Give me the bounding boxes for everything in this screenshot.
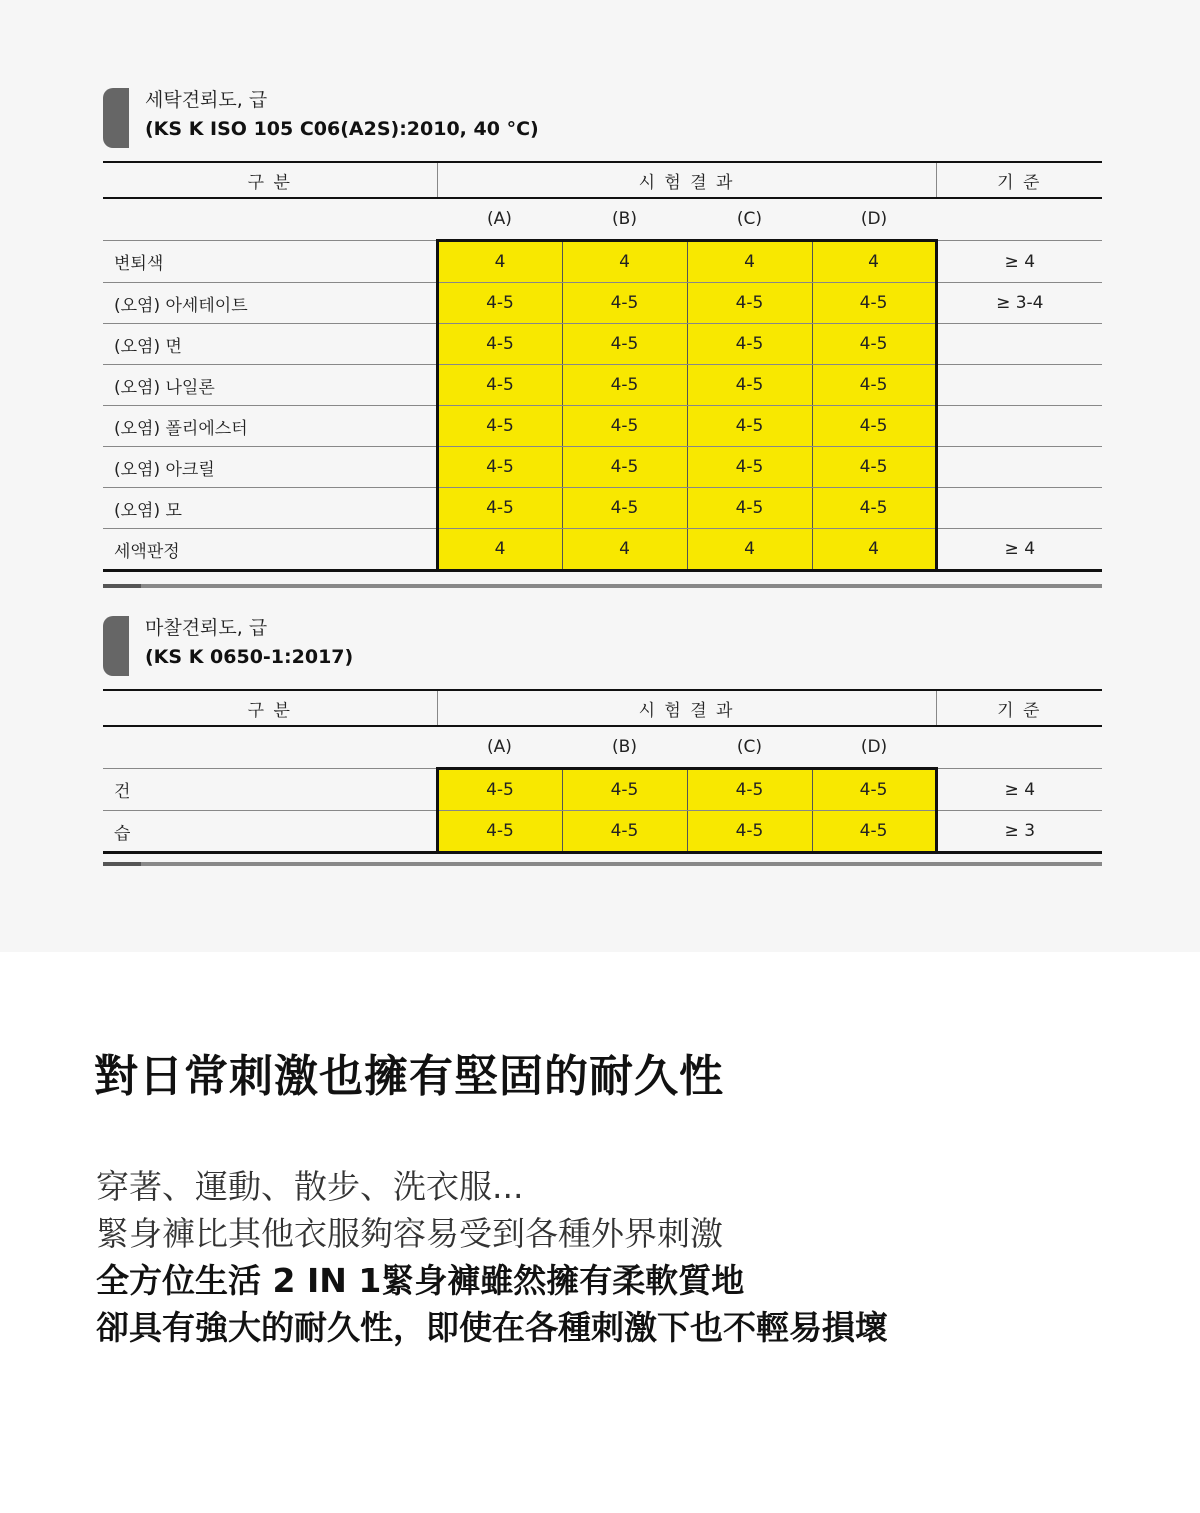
- description-line: 穿著、運動、散步、洗衣服...: [96, 1167, 524, 1206]
- result-cell: 4-5: [562, 406, 687, 447]
- description: [96, 1163, 888, 1351]
- rub-fastness-table: [103, 689, 1102, 854]
- row-label: (오염) 아세테이트: [103, 283, 437, 324]
- description-line-bold: 全方位生活 2 IN 1緊身褲雖然擁有柔軟質地: [96, 1261, 745, 1300]
- section-divider: [103, 584, 1102, 588]
- section-marker: [103, 616, 129, 676]
- table-row: [103, 365, 1102, 406]
- result-cell: 4: [687, 529, 812, 571]
- header-results: 시 험 결 과: [437, 162, 936, 198]
- standard-cell: [936, 406, 1102, 447]
- row-label: 변퇴색: [103, 241, 437, 283]
- column-b: (B): [562, 198, 687, 241]
- column-c: (C): [687, 726, 812, 769]
- headline: 對日常刺激也擁有堅固的耐久性: [94, 1051, 724, 1102]
- result-cell: 4-5: [812, 283, 936, 324]
- column-d: (D): [812, 198, 936, 241]
- column-c: (C): [687, 198, 812, 241]
- row-label: 건: [103, 769, 437, 811]
- result-cell: 4: [687, 241, 812, 283]
- section-marker: [103, 88, 129, 148]
- result-cell: 4-5: [687, 365, 812, 406]
- result-cell: 4-5: [562, 488, 687, 529]
- table-header: [103, 690, 1102, 726]
- standard-cell: [936, 488, 1102, 529]
- header-standard: 기 준: [936, 162, 1102, 198]
- result-cell: 4-5: [812, 488, 936, 529]
- standard-cell: [936, 365, 1102, 406]
- section-divider: [103, 862, 1102, 866]
- standard-cell: [936, 324, 1102, 365]
- table-row: [103, 447, 1102, 488]
- table-row: [103, 529, 1102, 571]
- result-cell: 4-5: [812, 324, 936, 365]
- result-cell: 4-5: [437, 365, 562, 406]
- row-label: (오염) 나일론: [103, 365, 437, 406]
- standard-cell: ≥ 4: [936, 241, 1102, 283]
- result-cell: 4-5: [687, 488, 812, 529]
- result-cell: 4-5: [812, 447, 936, 488]
- result-cell: 4: [812, 241, 936, 283]
- result-cell: 4-5: [687, 324, 812, 365]
- column-a: (A): [437, 198, 562, 241]
- result-cell: 4-5: [812, 365, 936, 406]
- row-label: (오염) 면: [103, 324, 437, 365]
- table-row: [103, 406, 1102, 447]
- row-label: (오염) 아크릴: [103, 447, 437, 488]
- column-labels: [103, 726, 1102, 769]
- wash-fastness-table: [103, 161, 1102, 572]
- section-standard: (KS K ISO 105 C06(A2S):2010, 40 °C): [145, 118, 539, 140]
- result-cell: 4: [562, 241, 687, 283]
- header-category: 구 분: [103, 690, 437, 726]
- section-title: 세탁견뢰도, 급: [145, 89, 268, 111]
- column-labels: [103, 198, 1102, 241]
- result-cell: 4-5: [812, 811, 936, 853]
- result-cell: 4-5: [437, 769, 562, 811]
- row-label: (오염) 폴리에스터: [103, 406, 437, 447]
- header-standard: 기 준: [936, 690, 1102, 726]
- description-line: 緊身褲比其他衣服夠容易受到各種外界刺激: [96, 1214, 723, 1253]
- table-row: [103, 811, 1102, 853]
- result-cell: 4-5: [687, 811, 812, 853]
- table-header: [103, 162, 1102, 198]
- result-cell: 4-5: [437, 283, 562, 324]
- row-label: (오염) 모: [103, 488, 437, 529]
- standard-cell: ≥ 3: [936, 811, 1102, 853]
- result-cell: 4-5: [562, 811, 687, 853]
- result-cell: 4-5: [687, 447, 812, 488]
- table-row: [103, 324, 1102, 365]
- result-cell: 4: [437, 529, 562, 571]
- result-cell: 4-5: [687, 283, 812, 324]
- standard-cell: ≥ 4: [936, 529, 1102, 571]
- result-cell: 4-5: [687, 769, 812, 811]
- description-line-bold: 卻具有強大的耐久性，即使在各種刺激下也不輕易損壞: [96, 1308, 888, 1347]
- row-label: 습: [103, 811, 437, 853]
- table-row: [103, 283, 1102, 324]
- header-results: 시 험 결 과: [437, 690, 936, 726]
- result-cell: 4: [437, 241, 562, 283]
- result-cell: 4: [562, 529, 687, 571]
- column-b: (B): [562, 726, 687, 769]
- result-cell: 4-5: [437, 488, 562, 529]
- row-label: 세액판정: [103, 529, 437, 571]
- result-cell: 4-5: [437, 406, 562, 447]
- result-cell: 4-5: [687, 406, 812, 447]
- result-cell: 4-5: [812, 769, 936, 811]
- standard-cell: [936, 447, 1102, 488]
- result-cell: 4-5: [562, 365, 687, 406]
- result-cell: 4-5: [562, 324, 687, 365]
- result-cell: 4-5: [562, 769, 687, 811]
- result-cell: 4-5: [437, 811, 562, 853]
- result-cell: 4-5: [437, 324, 562, 365]
- standard-cell: ≥ 4: [936, 769, 1102, 811]
- standard-cell: ≥ 3-4: [936, 283, 1102, 324]
- result-cell: 4-5: [437, 447, 562, 488]
- result-cell: 4-5: [562, 283, 687, 324]
- table-row: [103, 241, 1102, 283]
- result-cell: 4-5: [812, 406, 936, 447]
- table-row: [103, 769, 1102, 811]
- result-cell: 4-5: [562, 447, 687, 488]
- table-row: [103, 488, 1102, 529]
- column-d: (D): [812, 726, 936, 769]
- result-cell: 4: [812, 529, 936, 571]
- section-standard: (KS K 0650-1:2017): [145, 646, 354, 668]
- section-title: 마찰견뢰도, 급: [145, 617, 268, 639]
- header-category: 구 분: [103, 162, 437, 198]
- column-a: (A): [437, 726, 562, 769]
